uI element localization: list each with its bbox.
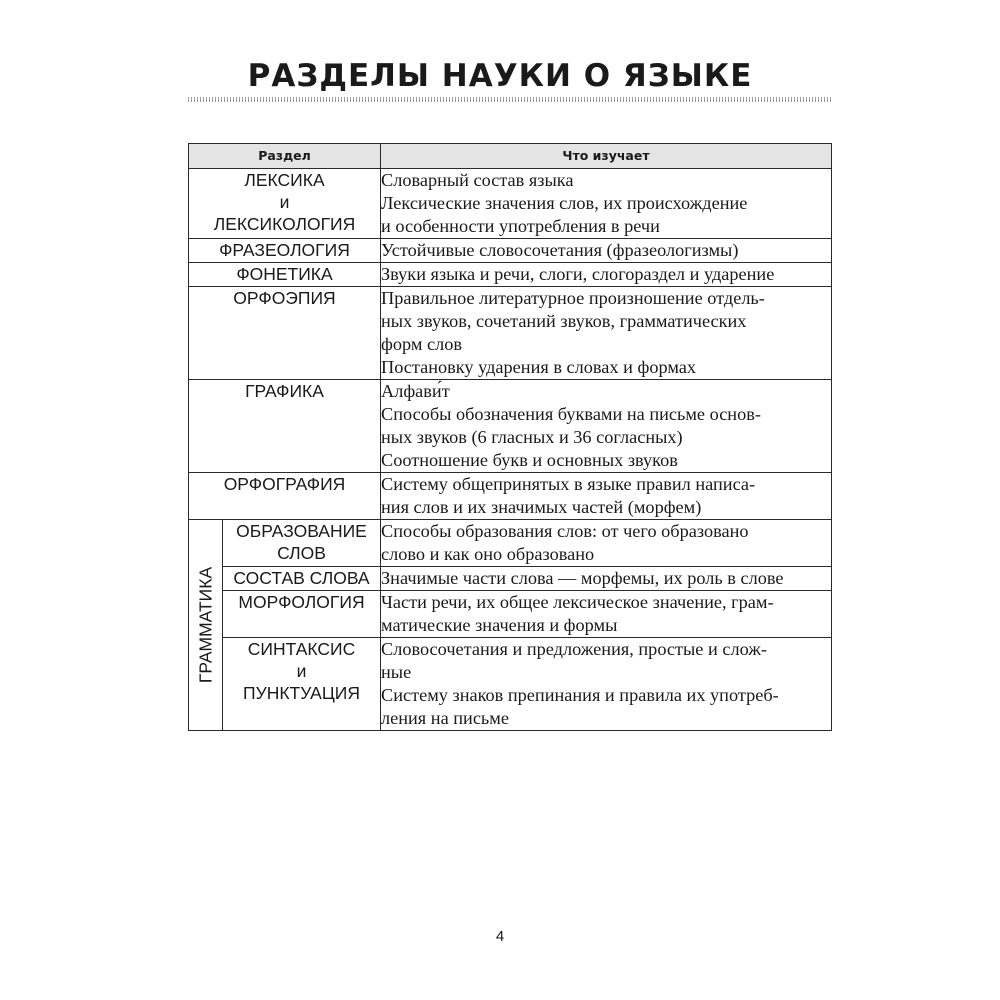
studies-cell — [381, 520, 832, 567]
studies-line: Словарный состав языка — [381, 170, 574, 190]
grammar-label: ГРАММАТИКА — [195, 566, 215, 684]
language-sections-table — [188, 143, 832, 731]
section-line: ОРФОГРАФИЯ — [223, 474, 346, 494]
section-cell — [189, 473, 381, 520]
studies-line: Лексические значения слов, их происхождение — [381, 193, 748, 213]
table-row — [189, 638, 832, 731]
section-cell — [189, 380, 381, 473]
section-line: ФРАЗЕОЛОГИЯ — [219, 240, 350, 260]
table-row — [189, 567, 832, 591]
studies-line: Части речи, их общее лексическое значение, грам- — [381, 592, 774, 612]
studies-line: Устойчивые словосочетания (фразеологизмы) — [381, 240, 739, 260]
studies-line: Постановку ударения в словах и формах — [381, 357, 697, 377]
studies-cell — [381, 287, 832, 380]
section-cell — [223, 520, 381, 567]
studies-line: матические значения и формы — [381, 615, 618, 635]
header-studies: Что изучает — [381, 144, 832, 169]
studies-line: Способы образования слов: от чего образовано — [381, 521, 749, 541]
section-cell — [189, 239, 381, 263]
section-cell — [223, 567, 381, 591]
section-line: ГРАФИКА — [245, 381, 324, 401]
section-cell — [189, 263, 381, 287]
page-title: РАЗДЕЛЫ НАУКИ О ЯЗЫКЕ — [247, 58, 753, 94]
studies-cell — [381, 473, 832, 520]
studies-cell — [381, 638, 832, 731]
studies-cell — [381, 263, 832, 287]
section-line: СЛОВ — [277, 543, 326, 563]
table-row — [189, 169, 832, 239]
studies-line: Правильное литературное произношение отдель- — [381, 288, 765, 308]
studies-line: ных звуков, сочетаний звуков, грамматических — [381, 311, 747, 331]
section-cell — [189, 287, 381, 380]
studies-line: ния слов и их значимых частей (морфем) — [381, 497, 702, 517]
table-row — [189, 287, 832, 380]
table-header-row — [189, 144, 832, 169]
grammar-group-cell — [189, 520, 223, 731]
title-underline — [188, 97, 831, 102]
section-line: и — [279, 192, 290, 212]
studies-line: Способы обозначения буквами на письме основ- — [381, 404, 761, 424]
table-row — [189, 520, 832, 567]
studies-line: Словосочетания и предложения, простые и слож- — [381, 639, 767, 659]
studies-cell — [381, 567, 832, 591]
studies-line: Значимые части слова — морфемы, их роль в слове — [381, 568, 784, 588]
section-line: ЛЕКСИКОЛОГИЯ — [213, 214, 356, 234]
studies-line: слово и как оно образовано — [381, 544, 595, 564]
section-line: МОРФОЛОГИЯ — [238, 592, 365, 612]
studies-line: Звуки языка и речи, слоги, слогораздел и ударение — [381, 264, 775, 284]
studies-line: ные — [381, 662, 412, 682]
section-line: ЛЕКСИКА — [244, 170, 325, 190]
studies-line: и особенности употребления в речи — [381, 216, 660, 236]
table-row — [189, 239, 832, 263]
studies-cell — [381, 169, 832, 239]
section-cell — [223, 591, 381, 638]
table-row — [189, 263, 832, 287]
section-line: ОБРАЗОВАНИЕ — [236, 521, 367, 541]
section-cell — [223, 638, 381, 731]
table-row — [189, 591, 832, 638]
studies-line: Соотношение букв и основных звуков — [381, 450, 678, 470]
studies-line: Систему общепринятых в языке правил написа- — [381, 474, 756, 494]
studies-line: ных звуков (6 гласных и 36 согласных) — [381, 427, 683, 447]
section-line: ФОНЕТИКА — [236, 264, 333, 284]
studies-line: ления на письме — [381, 708, 509, 728]
section-line: СОСТАВ СЛОВА — [233, 568, 370, 588]
table-row — [189, 473, 832, 520]
table-row — [189, 380, 832, 473]
studies-line: форм слов — [381, 334, 462, 354]
studies-line: Алфави́т — [381, 381, 450, 401]
section-line: СИНТАКСИС — [247, 639, 356, 659]
studies-cell — [381, 380, 832, 473]
section-line: ОРФОЭПИЯ — [233, 288, 336, 308]
studies-line: Систему знаков препинания и правила их употреб- — [381, 685, 779, 705]
studies-cell — [381, 239, 832, 263]
section-line: и — [296, 661, 307, 681]
page-number: 4 — [495, 928, 505, 945]
studies-cell — [381, 591, 832, 638]
section-cell — [189, 169, 381, 239]
header-section: Раздел — [189, 144, 381, 169]
section-line: ПУНКТУАЦИЯ — [243, 683, 360, 703]
